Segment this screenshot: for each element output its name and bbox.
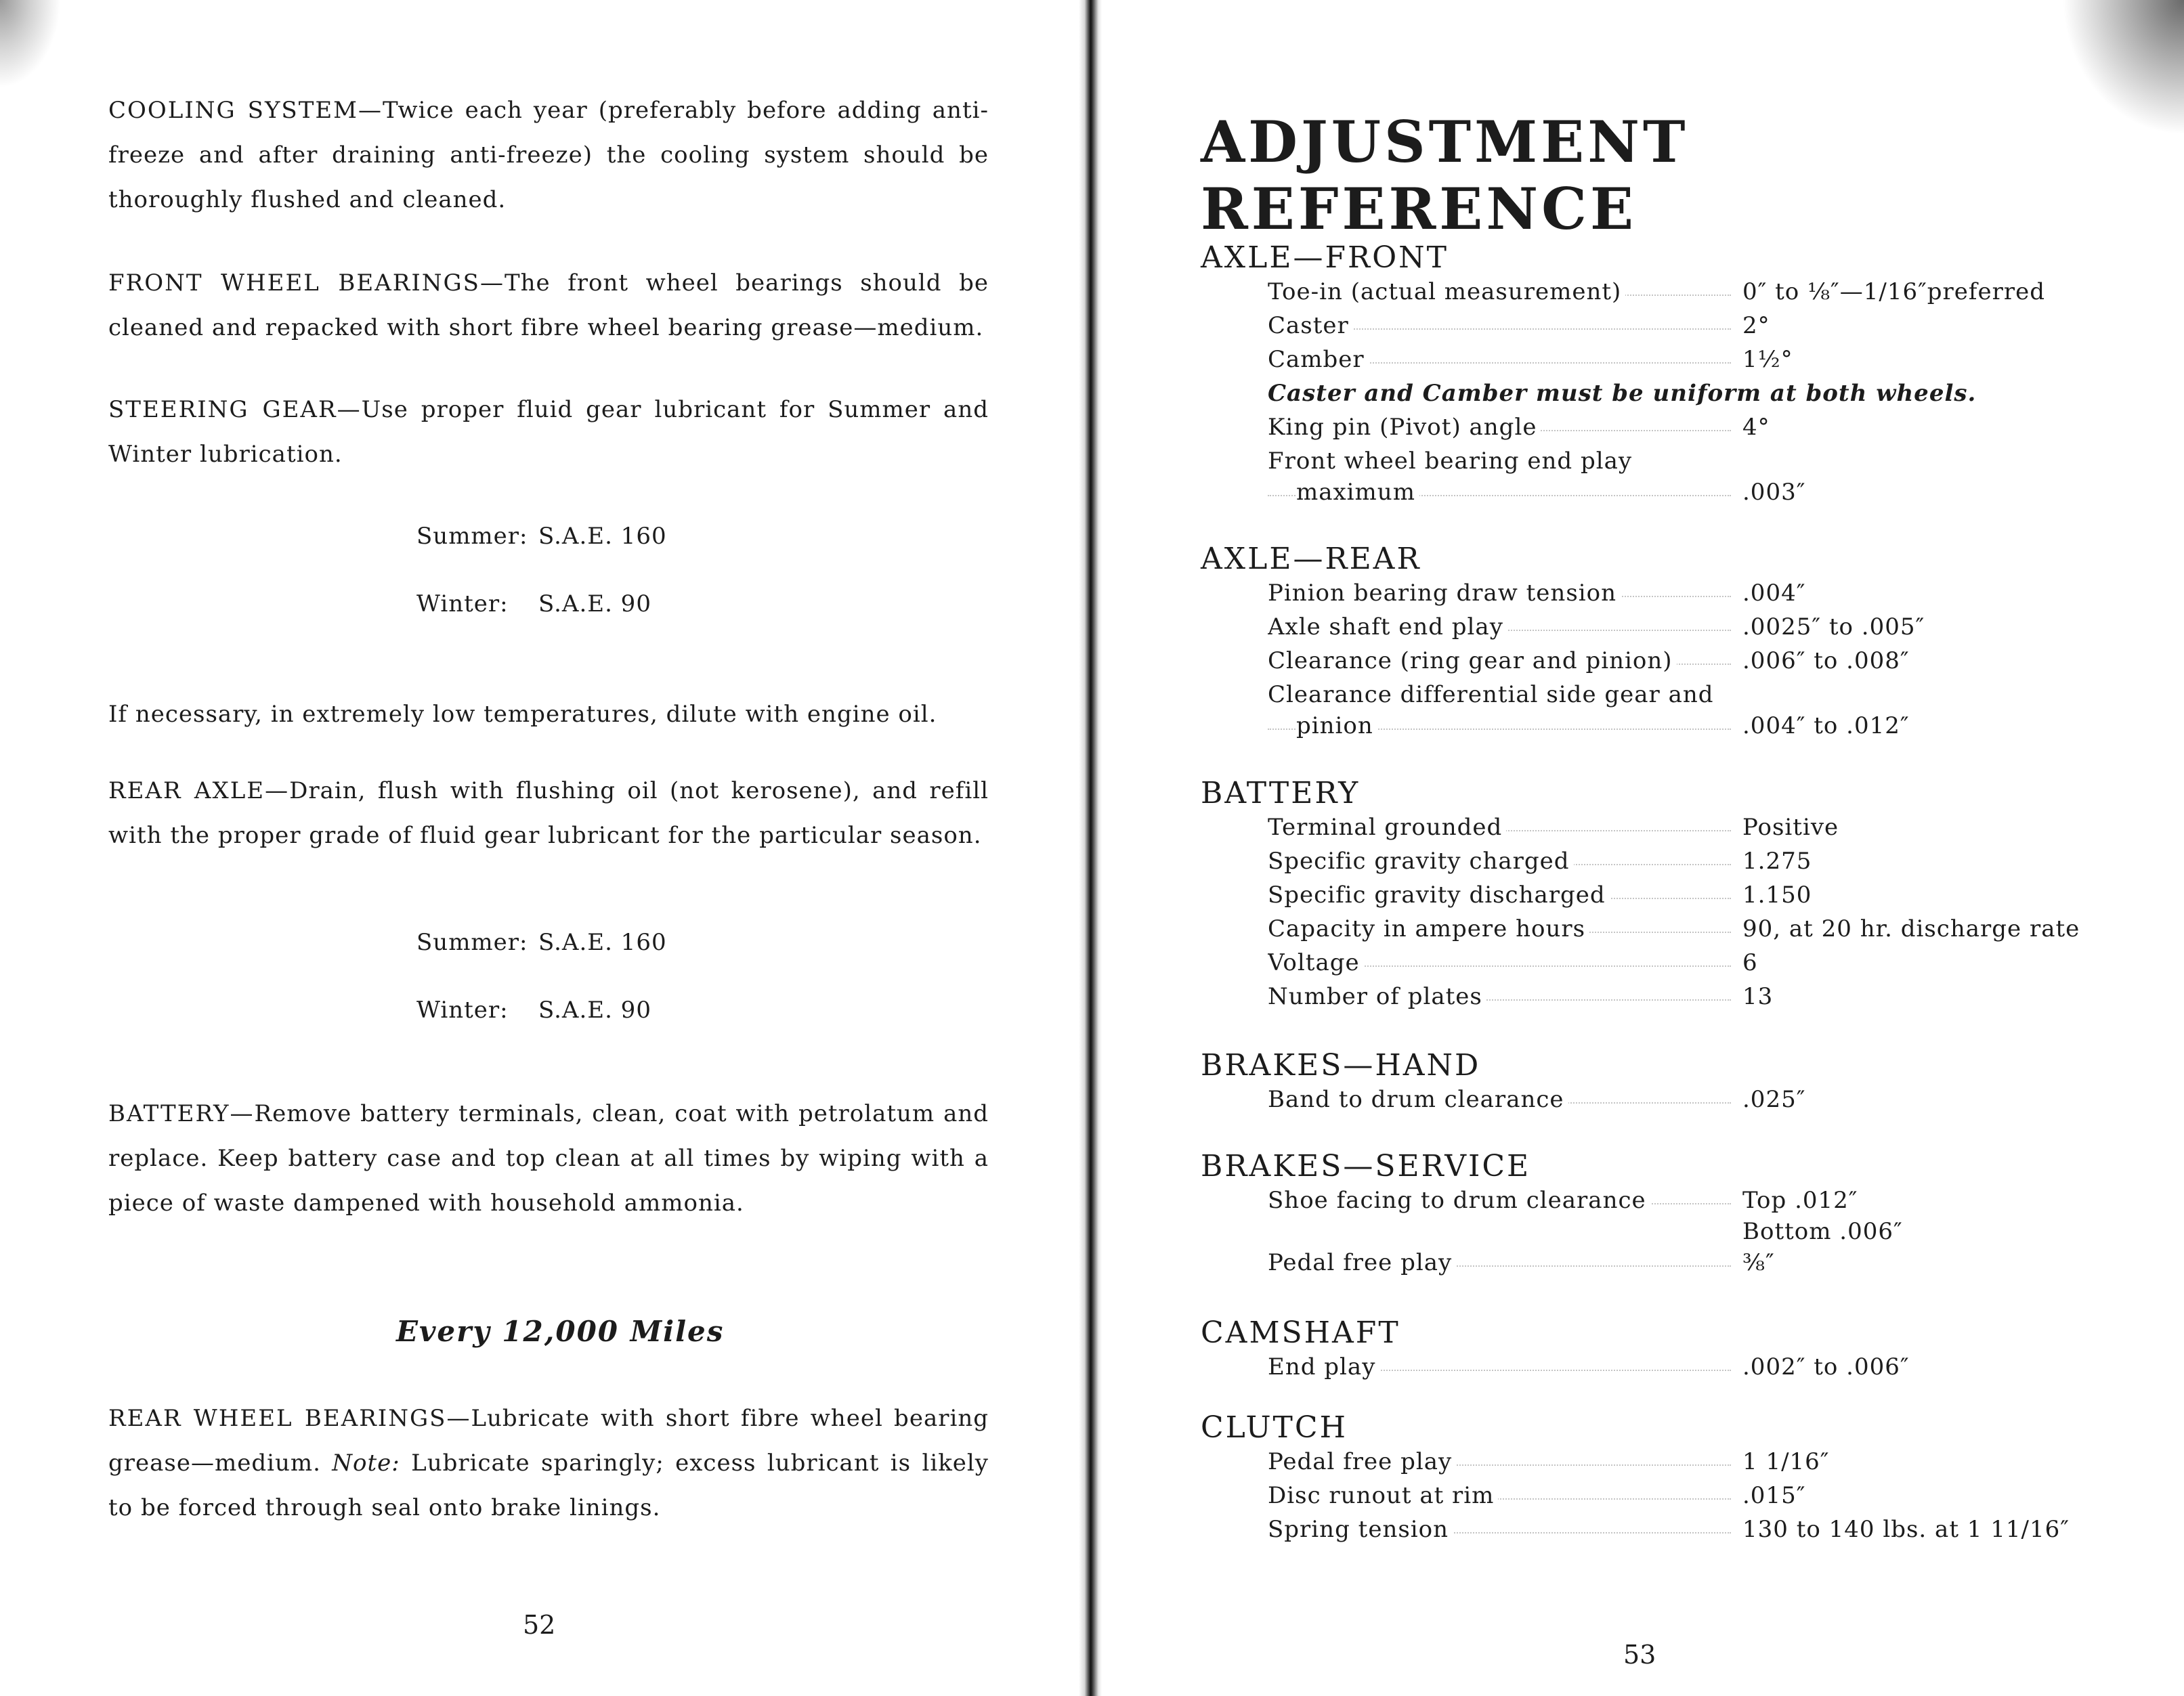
- spec-value: Positive: [1742, 814, 1839, 841]
- section-title: BATTERY: [1201, 776, 1361, 810]
- winter-value: S.A.E. 90: [538, 590, 651, 617]
- section-title: AXLE—FRONT: [1201, 240, 1449, 275]
- rear-wheel-bearings-paragraph: [108, 1396, 989, 1530]
- section-brakes-hand: [1201, 1048, 2162, 1120]
- spec-value: 1.150: [1742, 882, 1812, 909]
- section-battery: [1201, 776, 2162, 1017]
- spec-value: 1.275: [1742, 848, 1812, 875]
- spec-desc: Terminal grounded: [1268, 814, 1506, 841]
- spec-value: Bottom .006″: [1742, 1218, 1903, 1245]
- paragraph-text: If necessary, in extremely low temperatures, dilute with engine oil.: [108, 701, 937, 728]
- page-number-right: 53: [1623, 1640, 1656, 1670]
- spec-value: 1½°: [1742, 346, 1793, 373]
- spec-value: .004″ to .012″: [1742, 712, 1910, 739]
- spec-row: [1201, 1249, 2162, 1283]
- winter-spec-1: [416, 590, 651, 617]
- spec-desc: Capacity in ampere hours: [1268, 915, 1589, 942]
- spec-row-continued: [1201, 712, 2162, 746]
- spec-desc: End play: [1268, 1353, 1379, 1380]
- spec-row: [1201, 949, 2162, 983]
- spec-desc: pinion: [1296, 712, 1377, 739]
- spec-desc: Clearance (ring gear and pinion): [1268, 647, 1677, 674]
- spec-desc: Spring tension: [1268, 1516, 1453, 1543]
- book-spine: [1079, 0, 1102, 1696]
- spec-value: 2°: [1742, 312, 1770, 339]
- spec-desc: Band to drum clearance: [1268, 1086, 1568, 1113]
- spec-row: [1201, 312, 2162, 346]
- paragraph-text: Use proper fluid gear lubricant for Summer and Winter lubrication.: [108, 396, 989, 468]
- spec-row: [1201, 1448, 2162, 1482]
- section-clutch: [1201, 1410, 2162, 1550]
- spec-value: Top .012″: [1742, 1187, 1858, 1214]
- steering-gear-paragraph: [108, 387, 989, 477]
- spec-row: [1201, 681, 2162, 712]
- spec-value: .006″ to .008″: [1742, 647, 1910, 674]
- paragraph-text: Lubricate sparingly; excess lubricant is likely to be forced through seal onto brake linings.: [108, 1450, 989, 1521]
- paragraph-lead: REAR WHEEL BEARINGS—: [108, 1405, 471, 1432]
- page-title: ADJUSTMENT REFERENCE: [1201, 108, 1689, 242]
- spec-desc: Number of plates: [1268, 983, 1486, 1010]
- paragraph-lead: STEERING GEAR—: [108, 396, 362, 423]
- spec-desc: Specific gravity charged: [1268, 848, 1574, 875]
- spec-row: [1201, 848, 2162, 882]
- right-page: [1100, 0, 2184, 1696]
- spec-row: [1201, 1353, 2162, 1387]
- spec-value: 130 to 140 lbs. at 1 11/16″: [1742, 1516, 2070, 1543]
- spec-row: [1201, 346, 2162, 380]
- summer-value: S.A.E. 160: [538, 523, 667, 550]
- section-title: BRAKES—SERVICE: [1201, 1149, 1531, 1183]
- spec-value: .025″: [1742, 1086, 1806, 1113]
- rear-axle-paragraph: [108, 768, 989, 858]
- paragraph-lead: COOLING SYSTEM—: [108, 97, 383, 124]
- spec-row: [1201, 882, 2162, 915]
- summer-label: Summer:: [416, 929, 528, 956]
- summer-label: Summer:: [416, 523, 528, 550]
- spec-value: .015″: [1742, 1482, 1806, 1509]
- mileage-heading: Every 12,000 Miles: [396, 1315, 725, 1348]
- spec-row: [1201, 580, 2162, 613]
- battery-paragraph: [108, 1091, 989, 1225]
- spec-note-text: Caster and Camber must be uniform at both wheels.: [1268, 380, 1977, 407]
- section-title: BRAKES—HAND: [1201, 1048, 1481, 1083]
- page-number-left: 52: [523, 1610, 556, 1640]
- winter-label: Winter:: [416, 590, 509, 617]
- paragraph-text: Drain, flush with flushing oil (not kerosene), and refill with the proper grade of fluid gear lubricant for the particular season.: [108, 777, 989, 849]
- spec-desc: Disc runout at rim: [1268, 1482, 1498, 1509]
- section-brakes-service: [1201, 1149, 2162, 1283]
- paragraph-text: Lubricate with short fibre wheel bearing grease—medium.: [108, 1405, 989, 1477]
- spec-desc: Pinion bearing draw tension: [1268, 580, 1621, 607]
- spec-desc: Clearance differential side gear and: [1268, 681, 1718, 708]
- section-axle-front: [1201, 240, 2162, 513]
- spec-row: [1201, 983, 2162, 1017]
- spec-row: [1201, 1086, 2162, 1120]
- summer-value: S.A.E. 160: [538, 929, 667, 956]
- spec-value: 90, at 20 hr. discharge rate: [1742, 915, 2080, 942]
- spec-note: [1201, 380, 2162, 414]
- spec-value: 4°: [1742, 414, 1770, 441]
- section-title: CAMSHAFT: [1201, 1316, 1400, 1350]
- spec-row-continued: [1201, 1218, 2162, 1249]
- summer-spec-2: [416, 929, 667, 956]
- cooling-system-paragraph: [108, 88, 989, 222]
- paragraph-text: Twice each year (preferably before adding anti-freeze and after draining anti-freeze) the cooling system should be thoroughly flushed and cleaned.: [108, 97, 989, 213]
- spec-desc: Shoe facing to drum clearance: [1268, 1187, 1650, 1214]
- spec-value: 1 1/16″: [1742, 1448, 1830, 1475]
- left-page: [0, 0, 1084, 1696]
- note-label: Note:: [332, 1450, 400, 1477]
- spec-desc: Caster: [1268, 312, 1353, 339]
- spec-value: 6: [1742, 949, 1758, 976]
- spec-desc: King pin (Pivot) angle: [1268, 414, 1541, 441]
- section-camshaft: [1201, 1316, 2162, 1387]
- spec-row: [1201, 414, 2162, 448]
- spec-row: [1201, 278, 2162, 312]
- paragraph-lead: FRONT WHEEL BEARINGS—: [108, 269, 505, 297]
- paragraph-lead: REAR AXLE—: [108, 777, 290, 804]
- spec-row-continued: [1201, 479, 2162, 513]
- spec-desc: Camber: [1268, 346, 1369, 373]
- spec-row: [1201, 814, 2162, 848]
- section-title: CLUTCH: [1201, 1410, 1348, 1445]
- section-title: AXLE—REAR: [1201, 542, 1421, 576]
- spec-row: [1201, 1187, 2162, 1218]
- spec-desc: Voltage: [1268, 949, 1364, 976]
- spec-value: .0025″ to .005″: [1742, 613, 1925, 640]
- front-wheel-bearings-paragraph: [108, 261, 989, 350]
- winter-label: Winter:: [416, 997, 509, 1024]
- spec-desc: Specific gravity discharged: [1268, 882, 1610, 909]
- winter-spec-2: [416, 997, 651, 1024]
- spec-row: [1201, 613, 2162, 647]
- spec-row: [1201, 1516, 2162, 1550]
- spec-row: [1201, 915, 2162, 949]
- spec-value: 0″ to ⅛″—1/16″preferred: [1742, 278, 2046, 305]
- spec-value: .004″: [1742, 580, 1806, 607]
- spec-desc: Pedal free play: [1268, 1448, 1456, 1475]
- spec-value: ⅜″: [1742, 1249, 1775, 1276]
- paragraph-lead: BATTERY—: [108, 1100, 255, 1127]
- spec-desc: Toe-in (actual measurement): [1268, 278, 1625, 305]
- spec-value: 13: [1742, 983, 1774, 1010]
- spec-desc: Pedal free play: [1268, 1249, 1456, 1276]
- spec-row: [1201, 647, 2162, 681]
- spec-row: [1201, 448, 2162, 479]
- spec-value: .003″: [1742, 479, 1806, 506]
- summer-spec-1: [416, 523, 667, 550]
- engine-oil-paragraph: [108, 692, 989, 737]
- section-axle-rear: [1201, 542, 2162, 746]
- spec-row: [1201, 1482, 2162, 1516]
- spec-desc: maximum: [1296, 479, 1419, 506]
- spec-desc: Front wheel bearing end play: [1268, 448, 1636, 475]
- paragraph-text: Remove battery terminals, clean, coat with petrolatum and replace. Keep battery case and top clean at all times by wiping with a piece of waste dampened with household ammonia.: [108, 1100, 989, 1217]
- spec-value: .002″ to .006″: [1742, 1353, 1910, 1380]
- winter-value: S.A.E. 90: [538, 997, 651, 1024]
- paragraph-text: The front wheel bearings should be cleaned and repacked with short fibre wheel bearing grease—medium.: [108, 269, 989, 341]
- spec-desc: Axle shaft end play: [1268, 613, 1507, 640]
